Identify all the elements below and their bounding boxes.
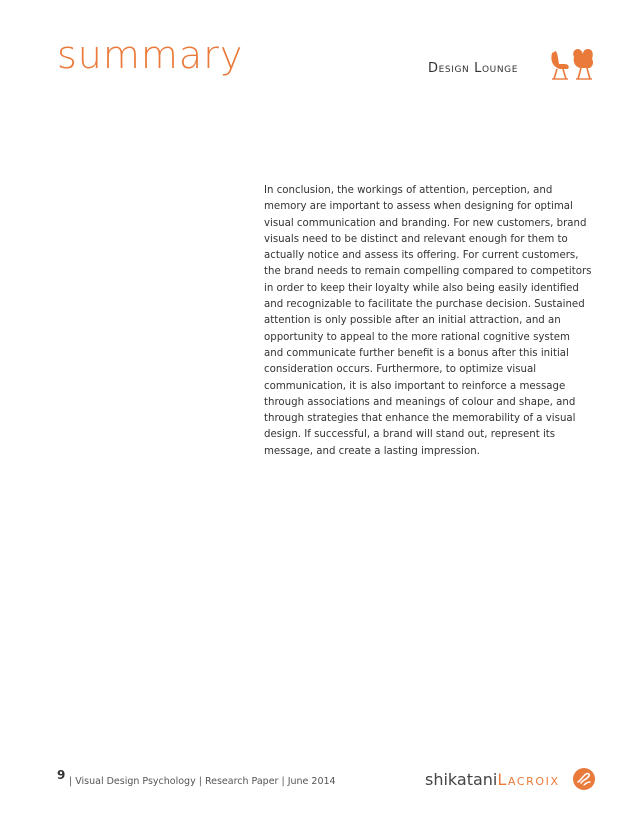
brand-name: Design Lounge: [428, 61, 519, 76]
design-lounge-logo: [428, 45, 608, 85]
swirl-logo-icon: [572, 767, 596, 791]
chairs-icon: [548, 45, 598, 83]
page-title: summary: [57, 33, 244, 77]
shikatani-lacroix-logo: [425, 770, 560, 789]
brand-first: shikatani: [425, 770, 498, 789]
page-number: 9: [57, 768, 66, 782]
summary-paragraph: In conclusion, the workings of attention, perception, and memory are important to assess when designing for optimal visual communication and branding. For new customers, brand visuals need to be distinct and relevant enough for them to actually notice and assess its offering. For current customers, the brand needs to remain compelling compared to competitors in order to keep their loyalty while also being easily identified and recognizable to facilitate the purchase decision. Sustained attention is only possible after an initial attraction, and an opportunity to appeal to the more rational cognitive system and communicate further benefit is a bonus after this initial consideration occurs. Furthermore, to optimize visual communication, it is also important to reinforce a message through associations and meanings of colour and shape, and through strategies that enhance the memorability of a visual design. If successful, a brand will stand out, represent its message, and create a lasting impression.: [264, 185, 592, 457]
footer-text: | Visual Design Psychology | Research Paper | June 2014: [69, 776, 336, 787]
page-footer: [57, 768, 597, 808]
brand-second: Lacroix: [497, 770, 560, 789]
